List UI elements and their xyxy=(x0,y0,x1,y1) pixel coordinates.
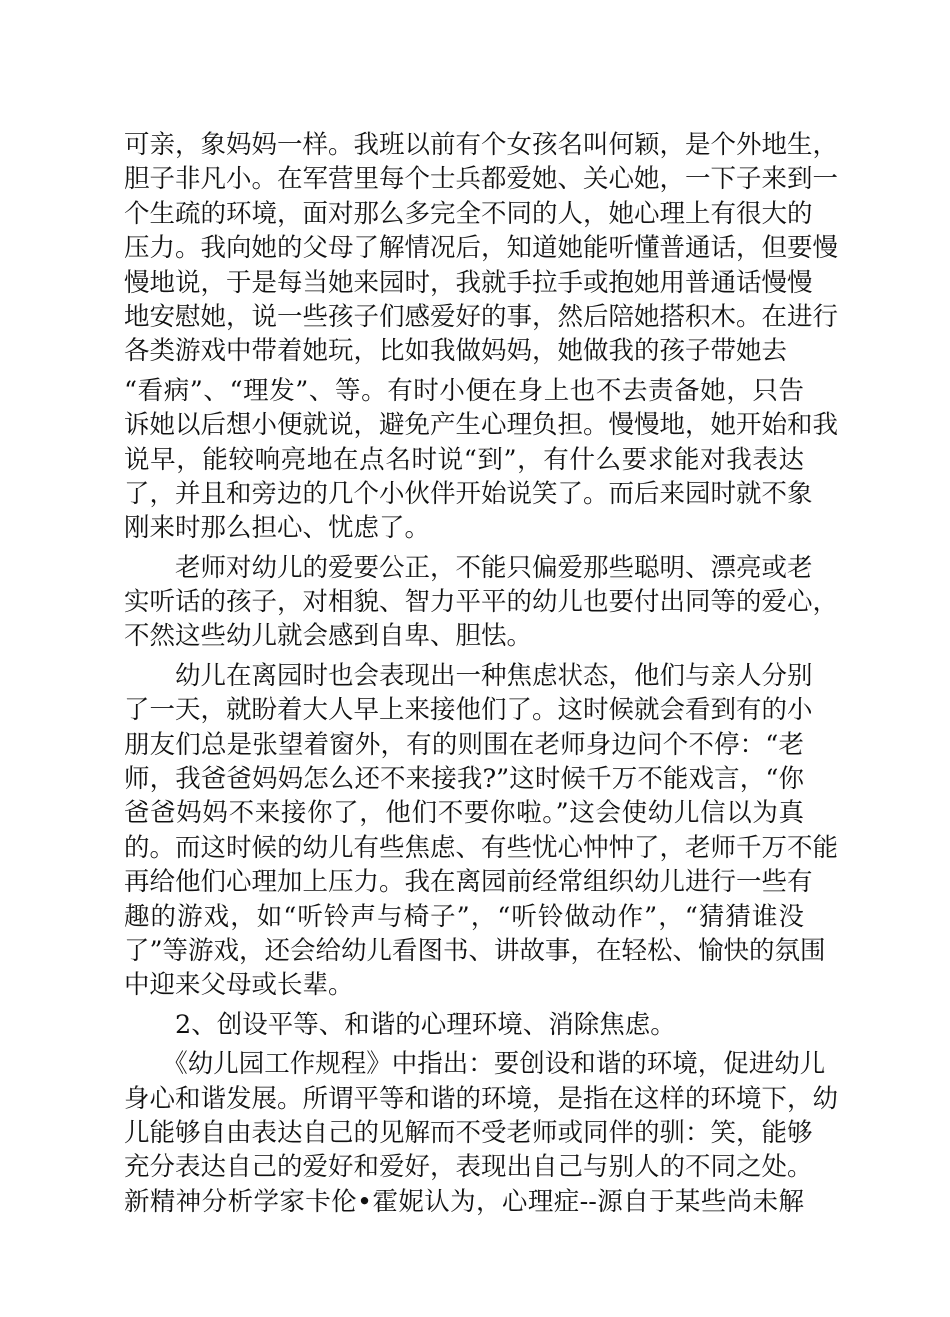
text-line: 新精神分析学家卡伦•霍妮认为，心理症--源自于某些尚未解 xyxy=(124,1186,804,1217)
text-line: 中迎来父母或长辈。 xyxy=(124,970,354,1001)
document-body xyxy=(124,128,839,1219)
text-line: 慢地说，于是每当她来园时，我就手拉手或抱她用普通话慢慢 xyxy=(124,267,813,298)
paragraph-first-line: 2、创设平等、和谐的心理环境、消除焦虑。 xyxy=(124,1009,676,1040)
text-line: 了”等游戏，还会给幼儿看图书、讲故事，在轻松、愉快的氛围 xyxy=(124,935,826,966)
text-line: 诉她以后想小便就说，避免产生心理负担。慢慢地，她开始和我 xyxy=(124,410,839,441)
paragraph-first-line: 老师对幼儿的爱要公正，不能只偏爱那些聪明、漂亮或老 xyxy=(124,552,813,583)
text-line: 身心和谐发展。所谓平等和谐的环境，是指在这样的环境下，幼 xyxy=(124,1083,839,1114)
text-line: 朋友们总是张望着窗外，有的则围在老师身边问个不停：“老 xyxy=(124,729,804,760)
text-line: 的。而这时候的幼儿有些焦虑、有些忧心忡忡了，老师千万不能 xyxy=(124,832,839,863)
text-line: 刚来时那么担心、忧虑了。 xyxy=(124,513,431,544)
text-line: 儿能够自由表达自己的见解而不受老师或同伴的驯：笑，能够 xyxy=(124,1117,813,1148)
text-line: 充分表达自己的爱好和爱好，表现出自己与别人的不同之处。 xyxy=(124,1152,813,1183)
text-line: 师，我爸爸妈妈怎么还不来接我?”这时候千万不能戏言，“你 xyxy=(124,764,804,795)
text-line: 地安慰她，说一些孩子们感爱好的事，然后陪她搭积木。在进行 xyxy=(124,301,839,332)
paragraph-first-line: 幼儿在离园时也会表现出一种焦虑状态，他们与亲人分别 xyxy=(124,660,813,691)
text-line: 了一天，就盼着大人早上来接他们了。这时候就会看到有的小 xyxy=(124,695,813,726)
text-line: 可亲，象妈妈一样。我班以前有个女孩名叫何颖，是个外地生， xyxy=(124,130,839,160)
text-line: 再给他们心理加上压力。我在离园前经常组织幼儿进行一些有 xyxy=(124,867,813,898)
text-line: 实听话的孩子，对相貌、智力平平的幼儿也要付出同等的爱心， xyxy=(124,587,839,618)
text-line: 趣的游戏，如“听铃声与椅子”，“听铃做动作”，“猜猜谁没 xyxy=(124,901,804,932)
text-line: 胆子非凡小。在军营里每个士兵都爱她、关心她，一下子来到一 xyxy=(124,164,839,195)
text-line: 爸爸妈妈不来接你了，他们不要你啦。”这会使幼儿信以为真 xyxy=(124,798,804,829)
paragraph-first-line: 《幼儿园工作规程》中指出：要创设和谐的环境，促进幼儿 xyxy=(124,1049,826,1080)
text-line: “看病”、“理发”、等。有时小便在身上也不去责备她，只告 xyxy=(124,375,804,406)
text-line: 压力。我向她的父母了解情况后，知道她能听懂普通话，但要慢 xyxy=(124,233,839,264)
text-line: 说早，能较响亮地在点名时说“到”，有什么要求能对我表达 xyxy=(124,444,804,475)
text-line: 不然这些幼儿就会感到自卑、胆怯。 xyxy=(124,621,533,652)
text-line: 了，并且和旁边的几个小伙伴开始说笑了。而后来园时就不象 xyxy=(124,478,813,509)
text-line: 个生疏的环境，面对那么多完全不同的人，她心理上有很大的 xyxy=(124,198,813,229)
text-line: 各类游戏中带着她玩，比如我做妈妈，她做我的孩子带她去 xyxy=(124,336,788,367)
